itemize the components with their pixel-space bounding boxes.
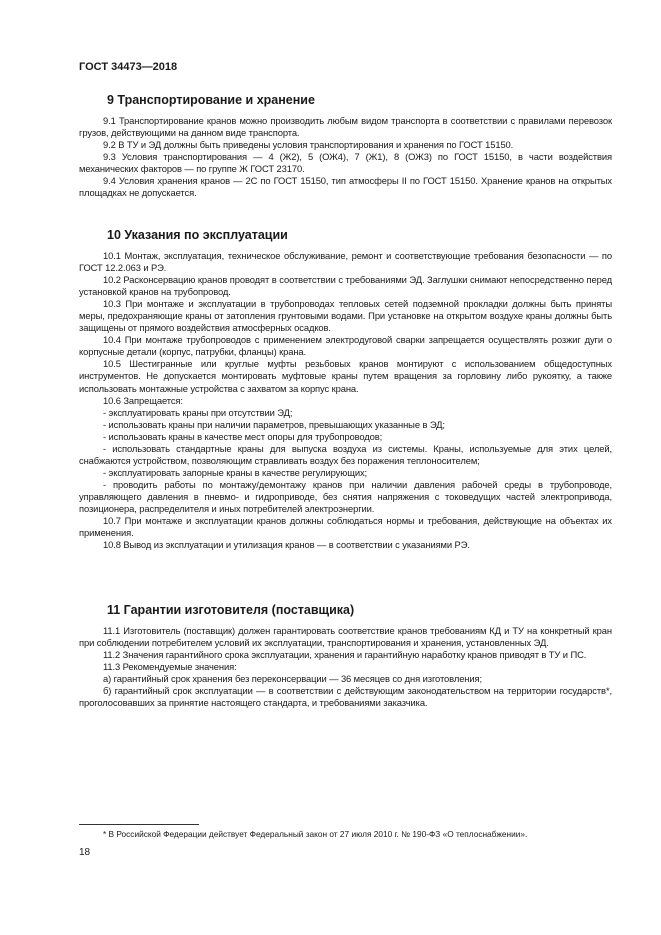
paragraph: 9.2 В ТУ и ЭД должны быть приведены условия транспортирования и хранения по ГОСТ 15150. <box>103 139 514 151</box>
list-item: - использовать стандартные краны для выпуска воздуха из системы. Краны, используемые для этих целей, снабжаются устройством, позволяющим стравливать воздух без поражения теплоносителем; <box>79 442 612 466</box>
paragraph: 9.4 Условия хранения кранов — 2С по ГОСТ 15150, тип атмосферы II по ГОСТ 15150. Хранение кранов на открытых площадках не допускается. <box>79 175 612 199</box>
section-10 <box>79 228 612 551</box>
paragraph: 10.6 Запрещается: <box>103 394 183 406</box>
paragraph: 11.3 Рекомендуемые значения: <box>103 661 237 673</box>
footnote: * В Российской Федерации действует Федеральный закон от 27 июля 2010 г. № 190-ФЗ «О теплоснабжении». <box>103 829 528 839</box>
list-item: - проводить работы по монтажу/демонтажу кранов при наличии давления рабочей среды в трубопроводе, управляющего давления в пневмо- и гидроприводе, без снятия напряжения с токоведущих частей электропривода, позиционера, распределителя и иных потребителей электроэнергии. <box>79 478 612 514</box>
paragraph: 9.1 Транспортирование кранов можно производить любым видом транспорта в соответствии с правилами перевозок грузов, действующими на данном виде транспорта. <box>79 115 612 139</box>
paragraph: 10.4 При монтаже трубопроводов с применением электродуговой сварки запрещается осуществлять розжиг дуги о корпусные детали (корпус, патрубки, фланцы) крана. <box>79 334 612 358</box>
list-item: - эксплуатировать запорные краны в качестве регулирующих; <box>103 466 368 478</box>
running-header: ГОСТ 34473—2018 <box>79 61 178 73</box>
section-title: 11 Гарантии изготовителя (поставщика) <box>107 603 355 617</box>
paragraph: 10.7 При монтаже и эксплуатации кранов должны соблюдаться нормы и требования, действующие на объектах их применения. <box>79 515 612 539</box>
list-item: - использовать краны при наличии параметров, превышающих указанные в ЭД; <box>103 418 445 430</box>
section-9 <box>79 93 612 199</box>
paragraph: 10.5 Шестигранные или круглые муфты резьбовых кранов монтируют с использованием общедоступных инструментов. Не допускается монтировать муфтовые краны путем вращения за горловину либо рукоятку, а также использовать монтажные устройства с захватом за корпус крана. <box>79 358 612 394</box>
footnote-divider <box>79 824 199 825</box>
page-number: 18 <box>79 847 91 858</box>
paragraph: 9.3 Условия транспортирования — 4 (Ж2), 5 (ОЖ4), 7 (Ж1), 8 (ОЖ3) по ГОСТ 15150, в части воздействия механических факторов — по группе Ж ГОСТ 23170. <box>79 151 612 175</box>
section-11 <box>79 603 612 709</box>
list-item: - использовать краны в качестве мест опоры для трубопроводов; <box>103 430 383 442</box>
section-title: 10 Указания по эксплуатации <box>107 228 288 242</box>
paragraph: 10.3 При монтаже и эксплуатации в трубопроводах тепловых сетей подземной прокладки должны быть приняты меры, предохраняющие краны от затопления грунтовыми водами. При установке на открытом воздухе краны должны быть защищены от прямого воздействия атмосферных осадков. <box>79 298 612 334</box>
list-item: б) гарантийный срок эксплуатации — в соответствии с действующим законодательством на территории государств*, проголосовавших за принятие настоящего стандарта, и требованиями заказчика. <box>79 685 612 709</box>
paragraph: 11.1 Изготовитель (поставщик) должен гарантировать соответствие кранов требованиям КД и ТУ на конкретный кран при соблюдении потребителем условий их эксплуатации, транспортирования и хранения, установленных ЭД. <box>79 625 612 649</box>
section-title: 9 Транспортирование и хранение <box>107 93 315 107</box>
paragraph: 11.2 Значения гарантийного срока эксплуатации, хранения и гарантийную наработку кранов приводят в ТУ и ПС. <box>103 649 587 661</box>
paragraph: 10.2 Расконсервацию кранов проводят в соответствии с требованиями ЭД. Заглушки снимают непосредственно перед установкой кранов на трубопровод. <box>79 274 612 298</box>
paragraph: 10.8 Вывод из эксплуатации и утилизация кранов — в соответствии с указаниями РЭ. <box>103 539 470 551</box>
list-item: - эксплуатировать краны при отсутствии ЭД; <box>103 406 293 418</box>
list-item: а) гарантийный срок хранения без переконсервации — 36 месяцев со дня изготовления; <box>103 673 483 685</box>
paragraph: 10.1 Монтаж, эксплуатация, техническое обслуживание, ремонт и соответствующие требования безопасности — по ГОСТ 12.2.063 и РЭ. <box>79 250 612 274</box>
